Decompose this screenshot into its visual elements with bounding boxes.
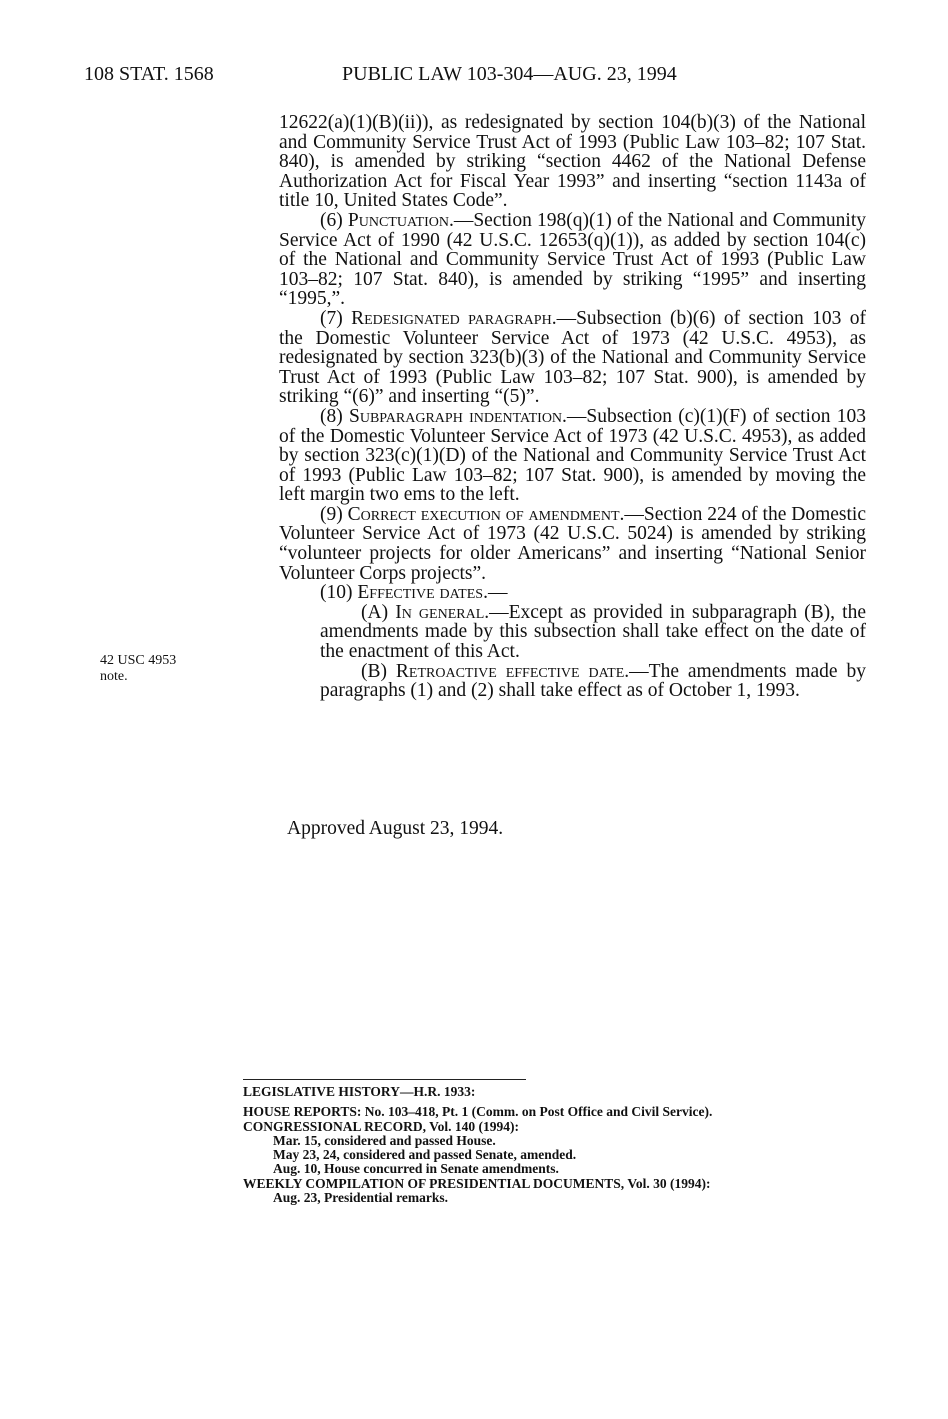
running-title: PUBLIC LAW 103-304—AUG. 23, 1994 bbox=[342, 63, 677, 85]
paragraph-10: (10) Effective dates.— bbox=[320, 582, 508, 604]
paragraph-9-heading: Correct execution of amendment bbox=[347, 503, 620, 525]
congressional-record: CONGRESSIONAL RECORD, Vol. 140 (1994): bbox=[243, 1118, 520, 1134]
margin-note-label: note. bbox=[100, 669, 128, 684]
subparagraph-b: (B) Retroactive effective date.—The amendments made by paragraphs (1) and (2) shall take effect as of October 1, 1993. bbox=[320, 660, 866, 702]
cr-item: Aug. 10, House concurred in Senate amendments. bbox=[273, 1161, 559, 1177]
house-reports: HOUSE REPORTS: No. 103–418, Pt. 1 (Comm. on Post Office and Civil Service). bbox=[243, 1104, 713, 1120]
subparagraph-a-heading: In general bbox=[395, 601, 485, 623]
paragraph-6: (6) Punctuation.—Section 198(q)(1) of the National and Community Service Act of 1990 (42 U.S.C. 12653(q)(1)), as added by section 104(c) of the National and Community Service Trust Act of 1993 (Public Law 103–82; 107 Stat. 840), is amended by striking “1995” and inserting “1995,”. bbox=[279, 209, 866, 310]
paragraph-7-heading: Redesignated paragraph bbox=[351, 307, 552, 329]
legislative-history bbox=[243, 1079, 863, 1205]
weekly-compilation: WEEKLY COMPILATION OF PRESIDENTIAL DOCUMENTS, Vol. 30 (1994): bbox=[243, 1175, 711, 1191]
paragraph-continuation: 12622(a)(1)(B)(ii)), as redesignated by section 104(b)(3) of the National and Community Service Trust Act of 1993 (Public Law 103–82; 107 Stat. 840), is amended by striking “section 4462 of the National Defense Authorization Act for Fiscal Year 1993” and inserting “section 1143a of title 10, United States Code”. bbox=[279, 112, 866, 212]
page-header bbox=[0, 63, 948, 87]
wc-item: Aug. 23, Presidential remarks. bbox=[273, 1190, 448, 1206]
paragraph-7: (7) Redesignated paragraph.—Subsection (b)(6) of section 103 of the Domestic Volunteer Service Act of 1973 (42 U.S.C. 4953), as redesignated by section 323(b)(3) of the National and Community Service Trust Act of 1993 (Public Law 103–82; 107 Stat. 900), is amended by striking “(6)” and inserting “(5)”. bbox=[279, 307, 866, 408]
subparagraph-b-heading: Retroactive effective date bbox=[395, 660, 625, 682]
paragraph-9: (9) Correct execution of amendment.—Section 224 of the Domestic Volunteer Service Act of 1973 (42 U.S.C. 5024) is amended by striking “volunteer projects for older Americans” and inserting “National Senior Volunteer Corps projects”. bbox=[279, 503, 866, 584]
margin-note bbox=[100, 653, 176, 685]
paragraph-10-heading: Effective dates bbox=[357, 582, 484, 604]
history-divider bbox=[243, 1079, 526, 1080]
margin-note-citation: 42 USC 4953 bbox=[100, 653, 177, 668]
subparagraph-a: (A) In general.—Except as provided in subparagraph (B), the amendments made by this subsection shall take effect on the date of the enactment of this Act. bbox=[320, 601, 866, 663]
paragraph-8: (8) Subparagraph indentation.—Subsection (c)(1)(F) of section 103 of the Domestic Volunteer Service Act of 1973 (42 U.S.C. 4953), as added by section 323(c)(1)(D) of the National and Community Service Trust Act of 1993 (Public Law 103–82; 107 Stat. 900), is amended by moving the left margin two ems to the left. bbox=[279, 405, 866, 506]
statute-body bbox=[279, 113, 866, 701]
stat-page-number: 108 STAT. 1568 bbox=[84, 63, 214, 85]
cr-item: May 23, 24, considered and passed Senate, amended. bbox=[273, 1147, 577, 1163]
paragraph-6-heading: Punctuation bbox=[347, 209, 449, 231]
paragraph-8-heading: Subparagraph indentation bbox=[349, 405, 563, 427]
cr-item: Mar. 15, considered and passed House. bbox=[273, 1132, 496, 1148]
history-title: LEGISLATIVE HISTORY—H.R. 1933: bbox=[243, 1084, 476, 1099]
approval-date: Approved August 23, 1994. bbox=[287, 818, 504, 839]
